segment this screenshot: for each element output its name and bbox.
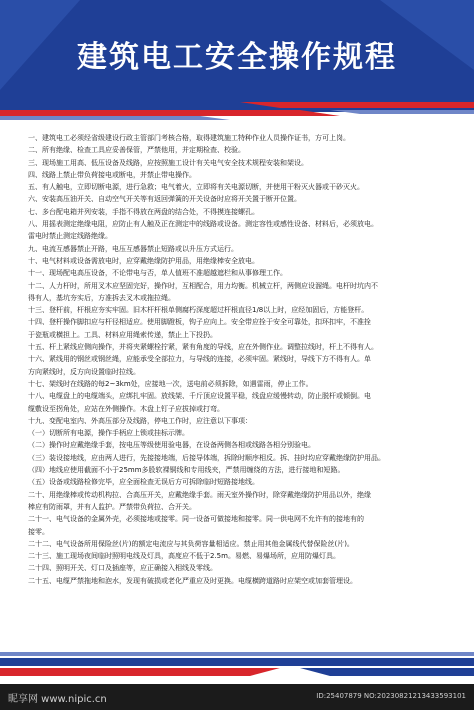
regulation-line: 雷电时禁止测定线路绝缘。 <box>28 232 112 241</box>
regulation-line: （五）设备或线路检修完毕，应全面检查无误后方可拆除临时短路接地线。 <box>28 478 259 487</box>
regulation-line: 缆敷设至拐角处，应站在外侧操作。木盘上钉子应拔掉或打弯。 <box>28 404 224 413</box>
regulation-line: 七、多台配电箱并列安装，手指不得放在两盘的结合处，不得摸连接螺孔。 <box>28 207 259 216</box>
regulation-line: 十九、变配电室内、外高压部分及线路，停电工作时，应注意以下事项： <box>28 416 252 425</box>
poster-title: 建筑电工安全操作规程 <box>77 40 397 75</box>
regulation-line: 三、现场施工用高、低压设备及线路，应按照施工设计有关电气安全技术规程安装和架设。 <box>28 158 308 167</box>
regulation-line: 十二、人力杆时，所用叉木应坚固完好，操作时，互相配合，用力均衡。机械立杆，两侧应设溜绳。电杆时坑内不 <box>28 281 378 290</box>
regulation-line: 十五、杆上紧线应侧向操作，并将夹紧螺栓拧紧，紧有角度的导线，应在外侧作业。调整拉线时，杆上不得有人。 <box>28 343 378 352</box>
regulation-line: 十、电气材料或设备需放电时，应穿戴绝缘防护用品，用绝缘棒安全放电。 <box>28 256 259 265</box>
watermark-bar <box>0 684 474 710</box>
regulation-line: 九、电流互感器禁止开路，电压互感器禁止短路或以升压方式运行。 <box>28 244 238 253</box>
header-stripes <box>0 96 474 124</box>
regulation-line: 方向紧线时，反方向设置临时拉线。 <box>28 367 140 376</box>
regulation-line: 得有人，基坑夯实后，方准拆去叉木或拖拉绳。 <box>28 293 175 302</box>
regulation-line: 十一、现场配电高压设备，不论带电与否，单人值班不准超越遮栏和从事修理工作。 <box>28 269 287 278</box>
regulation-line: 于瓷瓶或横担上。工具、材料应用绳索传递，禁止上下投扔。 <box>28 330 217 339</box>
regulation-line: 四、线路上禁止带负荷接电或断电，并禁止带电操作。 <box>28 170 196 179</box>
regulation-line: （一）切断所有电源，操作手柄应上锁或挂标示牌。 <box>28 429 189 438</box>
regulation-line: 二十三、施工现场夜间临时照明电线及灯具，高度应不低于2.5m。易燃、易爆场所，应用防爆灯具。 <box>28 552 340 561</box>
regulation-line: 接零。 <box>28 527 49 536</box>
regulations-list <box>28 132 446 644</box>
regulation-line: 十七、架线时在线路的每2~3km处，应接地一次，送电前必须拆除，如遇雷雨，停止工作。 <box>28 379 313 388</box>
regulation-line: （三）装设接地线，应由两人进行，先接接地端，后接导体端，拆除时顺序相反。拆、挂时均应穿戴绝缘防护用品。 <box>28 453 385 462</box>
regulation-line: 二、所有绝缘、检查工具应妥善保管，严禁他用，并定期检查、校验。 <box>28 146 245 155</box>
footer-stripes <box>0 650 474 684</box>
regulation-line: 十四、登杆操作脚扣应与杆径相适应。使用脚蹬板，钩子应向上。安全带应拴于安全可靠处，扣环扣牢，不准拴 <box>28 318 371 327</box>
regulation-line: 十八、电缆盘上的电缆端头，应绑扎牢固。放线架、千斤顶应设置平稳，线盘应缓慢转动，防止脱杆或倾倒。电 <box>28 392 371 401</box>
regulation-line: 十六、紧线用的钢丝或钢丝绳，应能承受全部拉力，与导线的连接，必须牢固。紧线时，导线下方不得有人。单 <box>28 355 371 364</box>
regulation-line: 二十、用绝缘棒或传动机构拉、合高压开关，应戴绝缘手套。雨天室外操作时，除穿戴绝缘防护用品以外，绝缘 <box>28 490 371 499</box>
regulation-line: 六、安装高压油开关、自动空气开关等有返回弹簧的开关设备时应将开关置于断开位置。 <box>28 195 301 204</box>
regulation-line: （四）地线应使用截面不小于25mm多股软裸铜线和专用线夹，严禁用缠绕的方法，进行接地和短路。 <box>28 466 345 475</box>
regulation-line: 八、用摇表测定绝缘电阻，应防止有人触及正在测定中的线路或设备。测定容性或感性设备、材料后，必须放电。 <box>28 220 378 229</box>
regulation-line: 二十一、电气设备的金属外壳，必须接地或接零。同一设备可做接地和接零。同一供电网不允许有的接地有的 <box>28 515 364 524</box>
regulation-line: 二十五、电缆严禁拖地和泡水，发现有破损或老化严重应及时更换。电缆横跨道路时应架空或加套管埋设。 <box>28 576 357 585</box>
regulation-line: 二十四、照明开关、灯口及插座等，应正确接入相线及零线。 <box>28 564 217 573</box>
regulation-line: 棒应有防雨罩，并有人监护。严禁带负荷拉、合开关。 <box>28 502 196 511</box>
watermark-site: 昵享网 www.nipic.cn <box>8 694 107 705</box>
regulation-line: 二十二、电气设备所用保险丝(片)的额定电流应与其负荷容量相适应。禁止用其他金属线代替保险丝(片)。 <box>28 539 354 548</box>
regulation-line: （二）操作时应戴绝缘手套，按电压等级使用验电器，在设备两侧各相或线路各相分别验电。 <box>28 441 315 450</box>
regulation-line: 一、建筑电工必须经省级建设行政主管部门考核合格，取得建筑施工特种作业人员操作证书，方可上岗。 <box>28 134 350 142</box>
watermark-id: ID:25407879 NO:20230821213433593101 <box>316 692 466 700</box>
regulation-line: 五、有人触电，立即切断电源，进行急救；电气着火，立即将有关电源切断，并使用干粉灭火器或干砂灭火。 <box>28 183 364 192</box>
regulation-line: 十三、登杆前，杆根应夯实牢固。旧木杆杆根单侧腐朽深度超过杆根直径1/8以上时，应经加固后，方能登杆。 <box>28 306 369 315</box>
